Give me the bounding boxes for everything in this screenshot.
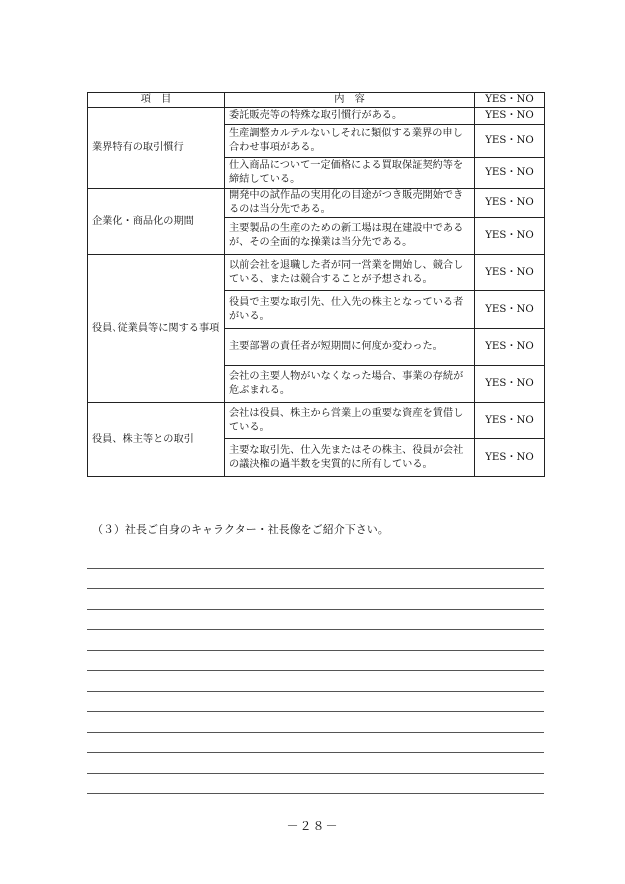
category-cell: 役員、株主等との取引 — [88, 403, 225, 477]
yes-no-cell[interactable]: YES・NO — [475, 125, 545, 158]
content-cell: 生産調整カルテルないしそれに類似する業界の申し合わせ事項がある。 — [225, 125, 475, 158]
table-header-row — [88, 93, 545, 108]
content-cell: 主要部署の責任者が短期間に何度か変わった。 — [225, 329, 475, 366]
page-number: －２８－ — [286, 819, 339, 833]
writing-line[interactable] — [87, 651, 544, 672]
writing-line[interactable] — [87, 569, 544, 590]
yes-no-cell[interactable]: YES・NO — [475, 366, 545, 403]
yes-no-cell[interactable]: YES・NO — [475, 291, 545, 329]
writing-line[interactable] — [87, 774, 544, 795]
writing-line[interactable] — [87, 733, 544, 754]
category-cell: 企業化・商品化の期間 — [88, 189, 225, 255]
answer-lines[interactable] — [87, 548, 544, 794]
content-cell: 会社の主要人物がいなくなった場合、事業の存続が危ぶまれる。 — [225, 366, 475, 403]
content-cell: 役員で主要な取引先、仕入先の株主となっている者がいる。 — [225, 291, 475, 329]
table-row — [88, 403, 545, 439]
content-cell: 主要な取引先、仕入先またはその株主、役員が会社の議決権の過半数を実質的に所有している。 — [225, 439, 475, 477]
content-cell: 以前会社を退職した者が同一営業を開始し、競合している、または競合することが予想される。 — [225, 255, 475, 291]
section-3-heading: （３）社長ご自身のキャラクター・社長像をご紹介下さい。 — [92, 523, 389, 536]
header-item: 項 目 — [88, 93, 225, 108]
yes-no-cell[interactable]: YES・NO — [475, 439, 545, 477]
header-yes-no: YES・NO — [475, 93, 545, 108]
writing-line[interactable] — [87, 712, 544, 733]
writing-line[interactable] — [87, 630, 544, 651]
category-cell: 業界特有の取引慣行 — [88, 108, 225, 189]
writing-line[interactable] — [87, 610, 544, 631]
yes-no-cell[interactable]: YES・NO — [475, 255, 545, 291]
writing-line[interactable] — [87, 671, 544, 692]
content-cell: 仕入商品について一定価格による買取保証契約等を締結している。 — [225, 158, 475, 189]
yes-no-cell[interactable]: YES・NO — [475, 218, 545, 255]
content-cell: 委託販売等の特殊な取引慣行がある。 — [225, 108, 475, 125]
content-cell: 開発中の試作品の実用化の目途がつき販売開始できるのは当分先である。 — [225, 189, 475, 218]
yes-no-cell[interactable]: YES・NO — [475, 403, 545, 439]
content-cell: 会社は役員、株主から営業上の重要な資産を賃借している。 — [225, 403, 475, 439]
category-cell: 役員､従業員等に関する事項 — [88, 255, 225, 403]
table-row — [88, 108, 545, 125]
writing-line[interactable] — [87, 548, 544, 569]
checklist-table — [87, 92, 545, 477]
writing-line[interactable] — [87, 692, 544, 713]
table-row — [88, 255, 545, 291]
yes-no-cell[interactable]: YES・NO — [475, 108, 545, 125]
content-cell: 主要製品の生産のための新工場は現在建設中であるが、その全面的な操業は当分先である。 — [225, 218, 475, 255]
yes-no-cell[interactable]: YES・NO — [475, 158, 545, 189]
writing-line[interactable] — [87, 589, 544, 610]
yes-no-cell[interactable]: YES・NO — [475, 329, 545, 366]
header-content: 内 容 — [225, 93, 475, 108]
yes-no-cell[interactable]: YES・NO — [475, 189, 545, 218]
writing-line[interactable] — [87, 753, 544, 774]
table-row — [88, 189, 545, 218]
